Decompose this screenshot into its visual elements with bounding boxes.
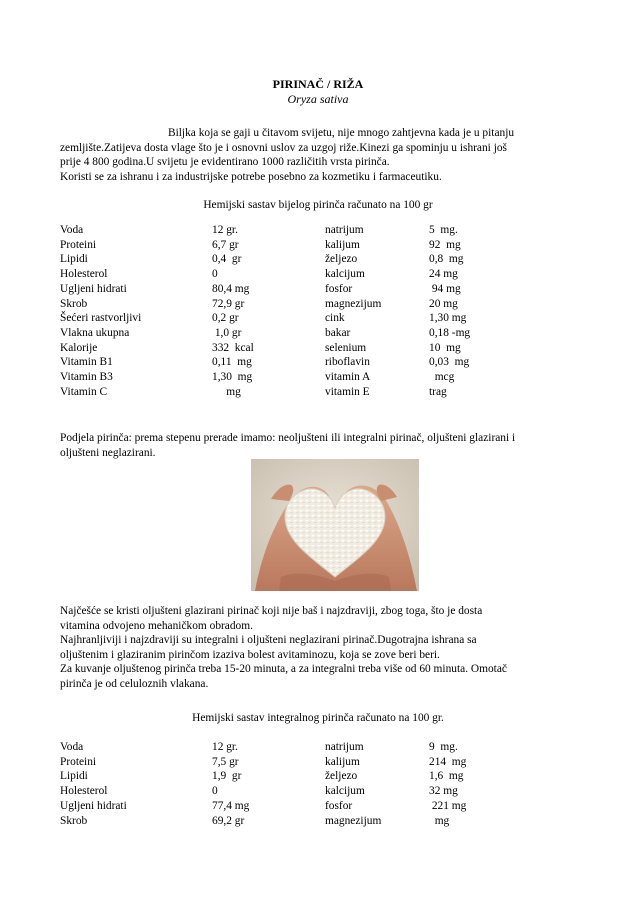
usage-line: Najčešće se kristi oljušteni glazirani pirinač koji nije baš i najzdraviji, zbog toga, što je dosta [60,605,483,617]
mineral-name: fosfor [325,799,353,812]
classification-line: oljušteni neglazirani. [60,446,156,459]
mineral-value: 5 mg. [429,224,458,236]
nutrient-name: Proteini [60,238,97,251]
table-row [60,355,519,370]
table-row [60,282,519,297]
mineral-value: 0,03 mg [429,356,470,369]
mineral-value: 20 mg [429,297,458,310]
nutrient-value: 0 [212,785,218,798]
mineral-value: 1,30 mg [429,312,467,325]
nutrient-value: 0,2 gr [212,312,239,325]
table-row [60,370,519,385]
table-row [60,326,519,341]
table-row [60,341,519,356]
mineral-name: cink [325,312,345,325]
nutrient-name: Šećeri rastvorljivi [60,312,142,325]
nutrient-name: Skrob [60,814,88,827]
nutrient-name: Lipidi [60,770,88,783]
usage-paragraph [60,604,590,691]
usage-line: pirinča je od celuloznih vlakana. [60,677,209,690]
nutrient-value: 12 gr. [212,741,238,753]
mineral-value: 1,6 mg [429,770,464,783]
classification-paragraph [60,431,590,460]
nutrient-value: 69,2 gr [212,814,245,827]
intro-line: zemljište.Zatijeva dosta vlage što je i osnovni uslov za uzgoj riže.Kinezi ga spominju u ishrani još [60,141,507,154]
mineral-value: 0,18 -mg [429,326,471,339]
mineral-value: 94 mg [429,282,461,295]
nutrient-name: Ugljeni hidrati [60,282,127,295]
nutrient-value: 0,4 gr [212,253,242,266]
mineral-name: magnezijum [325,297,382,310]
mineral-name: bakar [325,326,351,339]
usage-line: vitamina odvojeno mehaničkom obradom. [60,619,253,632]
nutrient-name: Voda [60,224,84,236]
mineral-value: 214 mg [429,755,467,768]
table-row [60,297,519,312]
mineral-name: željezo [325,253,358,266]
nutrient-name: Proteini [60,755,97,768]
usage-line: Za kuvanje oljuštenog pirinča treba 15-20 minuta, a za integralni treba više od 60 minuta. Omotač [60,663,507,675]
mineral-name: kalijum [325,238,360,251]
mineral-value: 92 mg [429,238,461,251]
nutrient-name: Ugljeni hidrati [60,799,127,812]
nutrient-name: Vlakna ukupna [60,326,130,339]
table-row [60,755,519,770]
latin-name: Oryza sativa [287,92,349,106]
mineral-name: kalcijum [325,785,365,798]
table1-heading: Hemijski sastav bijelog pirinča računato na 100 gr [203,199,433,211]
mineral-value: 0,8 mg [429,253,464,266]
mineral-value: mg [429,814,450,827]
mineral-name: kalcijum [325,268,365,281]
mineral-value: mcg [429,371,455,384]
table-row [60,267,519,282]
mineral-value: 24 mg [429,268,458,281]
nutrient-name: Holesterol [60,785,108,798]
mineral-value: 10 mg [429,341,461,354]
table-row [60,311,519,326]
classification-line: Podjela pirinča: prema stepenu prerade imamo: neoljušteni ili integralni pirinač, oljušteni glazirani i [60,432,516,444]
nutrient-name: Vitamin B3 [60,371,113,384]
table-row [60,252,519,267]
white-rice-nutrition-table [60,223,519,399]
nutrient-value: 6,7 gr [212,238,239,251]
table-row [60,223,519,238]
table-row [60,799,519,814]
mineral-name: riboflavin [325,356,370,369]
nutrient-value: 80,4 mg [212,282,250,295]
table-row [60,740,519,755]
mineral-value: 221 mg [429,799,467,812]
rice-heart-photo [251,459,419,591]
nutrient-value: 72,9 gr [212,297,245,310]
mineral-name: željezo [325,770,358,783]
nutrient-name: Holesterol [60,268,108,281]
table-row [60,784,519,799]
table-row [60,385,519,400]
mineral-name: magnezijum [325,814,382,827]
mineral-name: natrijum [325,741,364,753]
mineral-name: selenium [325,341,367,354]
mineral-value: 32 mg [429,785,458,798]
usage-line: oljuštenim i glaziranim pirinčom izaziva bolest avitaminozu, koja se zove beri beri. [60,648,440,661]
mineral-name: natrijum [325,224,364,236]
nutrient-name: Skrob [60,297,88,310]
nutrient-name: Vitamin C [60,385,108,398]
nutrient-name: Kalorije [60,341,98,354]
nutrient-name: Lipidi [60,253,88,266]
intro-paragraph [60,126,580,184]
mineral-name: vitamin E [325,385,370,398]
intro-line: prije 4 800 godina.U svijetu je evidentirano 1000 različitih vrsta pirinča. [60,156,390,168]
nutrient-value: 1,0 gr [212,326,242,339]
mineral-name: kalijum [325,755,360,768]
table-row [60,814,519,829]
nutrient-value: 0,11 mg [212,356,252,369]
intro-line: Koristi se za ishranu i za industrijske potrebe posebno za kozmetiku i farmaceutiku. [60,170,442,183]
nutrient-value: 1,9 gr [212,770,242,783]
mineral-value: 9 mg. [429,741,458,753]
nutrient-value: mg [212,385,241,398]
nutrient-value: 0 [212,268,218,281]
intro-line: Biljka koja se gaji u čitavom svijetu, nije mnogo zahtjevna kada je u pitanju [168,127,515,139]
nutrient-value: 1,30 mg [212,371,253,384]
table2-heading: Hemijski sastav integralnog pirinča računato na 100 gr. [192,712,444,724]
document-title: PIRINAČ / RIŽA [272,77,364,91]
brown-rice-nutrition-table [60,740,519,828]
nutrient-value: 12 gr. [212,224,238,236]
mineral-name: fosfor [325,282,353,295]
table-row [60,238,519,253]
nutrient-value: 7,5 gr [212,755,239,768]
mineral-value: trag [429,385,447,398]
nutrient-value: 77,4 mg [212,799,250,812]
mineral-name: vitamin A [325,371,371,384]
nutrient-name: Vitamin B1 [60,356,113,369]
usage-line: Najhranljiviji i najzdraviji su integralni i oljušteni neglazirani pirinač.Dugotrajna ishrana sa [60,634,477,646]
nutrient-name: Voda [60,741,84,753]
nutrient-value: 332 kcal [212,341,254,354]
table-row [60,769,519,784]
